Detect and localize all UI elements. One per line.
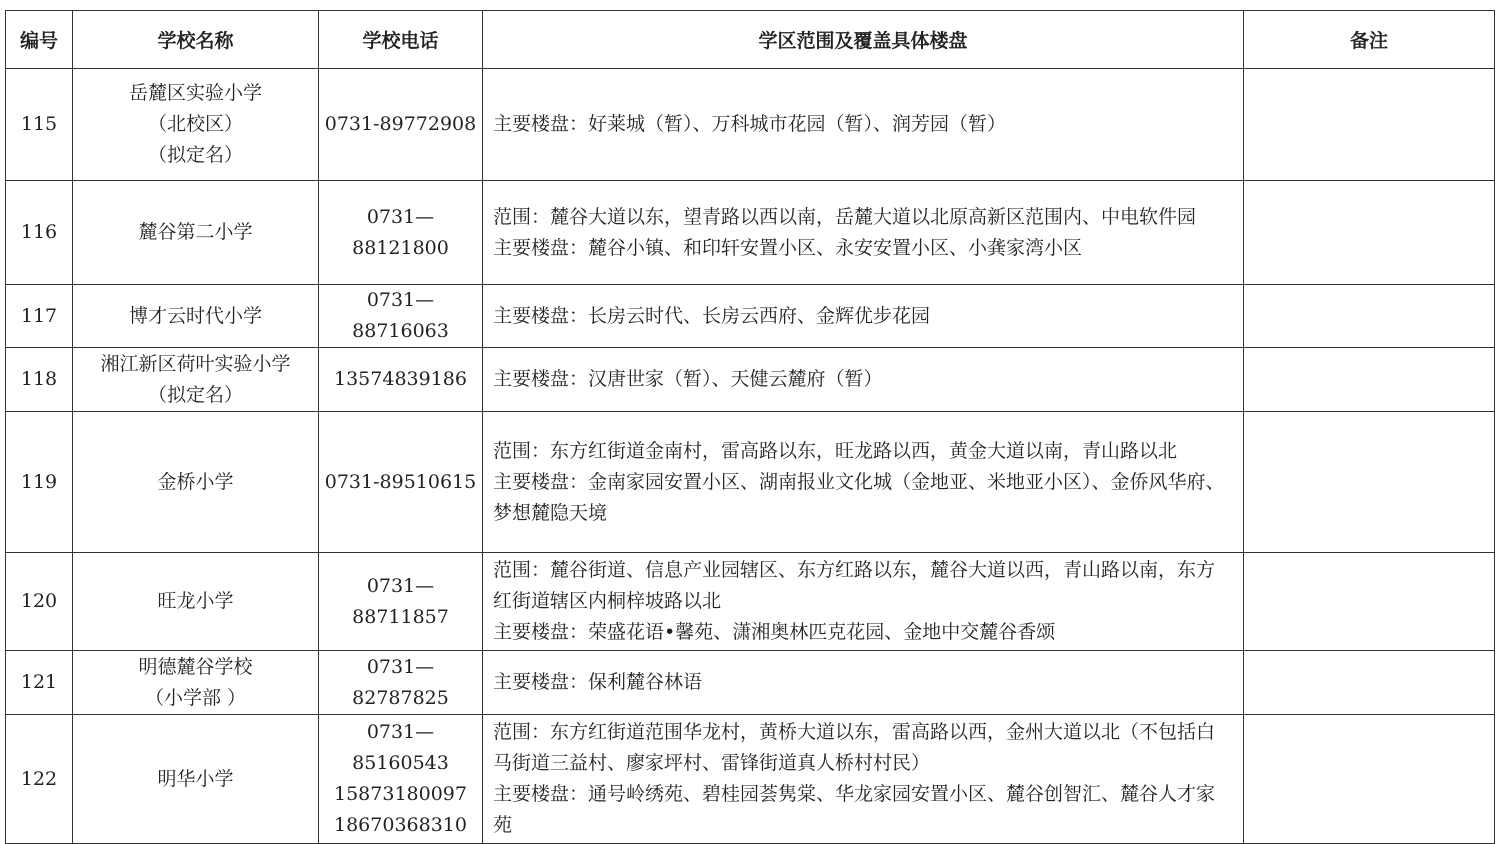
school-name-line: 湘江新区荷叶实验小学 xyxy=(100,352,291,375)
school-name-line: （拟定名） xyxy=(147,144,243,166)
district-scope-line: 主要楼盘：好莱城（暂）、万科城市花园（暂）、润芳园（暂） xyxy=(493,113,1007,135)
cell-remark xyxy=(1244,181,1495,285)
school-name-line: 岳麓区实验小学 xyxy=(128,82,262,104)
school-name-line: 明德麓谷学校 xyxy=(138,655,253,678)
header-remark: 备注 xyxy=(1244,11,1495,69)
school-phone-line: 0731—82787825 xyxy=(352,655,449,709)
school-phone-line: 0731—88121800 xyxy=(352,205,449,259)
cell-school-name xyxy=(73,412,319,553)
school-phone-line: 0731-89510615 xyxy=(324,470,477,493)
cell-number: 120 xyxy=(6,553,73,651)
district-scope-line: 范围：麓谷街道、信息产业园辖区、东方红路以东，麓谷大道以西，青山路以南，东方红街道辖区内桐梓坡路以北 xyxy=(493,559,1216,612)
district-scope-line: 范围：麓谷大道以东，望青路以西以南，岳麓大道以北原高新区范围内、中电软件园 xyxy=(493,205,1197,228)
cell-number: 118 xyxy=(6,348,73,412)
cell-district-scope xyxy=(483,348,1244,412)
cell-school-name xyxy=(73,69,319,181)
school-name-line: （拟定名） xyxy=(147,383,243,406)
cell-number: 116 xyxy=(6,181,73,285)
table-row xyxy=(6,553,1495,651)
cell-school-name xyxy=(73,553,319,651)
header-district-scope: 学区范围及覆盖具体楼盘 xyxy=(483,11,1244,69)
cell-remark xyxy=(1244,651,1495,715)
table-row xyxy=(6,651,1495,715)
school-phone-line: 18670368310 xyxy=(334,814,467,836)
cell-number: 117 xyxy=(6,285,73,348)
school-name-line: （北校区） xyxy=(147,113,243,135)
school-phone-line: 13574839186 xyxy=(334,368,467,390)
cell-district-scope xyxy=(483,412,1244,553)
table-row xyxy=(6,348,1495,412)
cell-school-phone xyxy=(319,651,483,715)
school-phone-line: 0731—88716063 xyxy=(352,289,449,342)
cell-school-name xyxy=(73,285,319,348)
cell-school-phone xyxy=(319,412,483,553)
school-phone-line: 0731-89772908 xyxy=(324,113,477,135)
cell-remark xyxy=(1244,715,1495,844)
cell-school-phone xyxy=(319,181,483,285)
table-row xyxy=(6,69,1495,181)
header-number: 编号 xyxy=(6,11,73,69)
cell-number: 115 xyxy=(6,69,73,181)
table-header-row xyxy=(6,11,1495,69)
district-scope-line: 主要楼盘：长房云时代、长房云西府、金辉优步花园 xyxy=(493,304,931,327)
table-row xyxy=(6,181,1495,285)
school-name-line: 博才云时代小学 xyxy=(128,304,262,327)
school-phone-line: 15873180097 xyxy=(334,783,467,805)
cell-number: 119 xyxy=(6,412,73,553)
district-scope-line: 主要楼盘：金南家园安置小区、湖南报业文化城（金地亚、米地亚小区）、金侨风华府、梦想麓隐天境 xyxy=(493,470,1225,524)
cell-school-name xyxy=(73,651,319,715)
district-scope-line: 主要楼盘：通号岭绣苑、碧桂园荟隽棠、华龙家园安置小区、麓谷创智汇、麓谷人才家苑 xyxy=(493,783,1216,836)
cell-remark xyxy=(1244,348,1495,412)
cell-school-name xyxy=(73,348,319,412)
table-row xyxy=(6,715,1495,844)
cell-remark xyxy=(1244,69,1495,181)
cell-number: 121 xyxy=(6,651,73,715)
district-scope-line: 主要楼盘：荣盛花语•馨苑、潇湘奥林匹克花园、金地中交麓谷香颂 xyxy=(493,621,1056,643)
cell-district-scope xyxy=(483,69,1244,181)
school-name-line: （小学部 ） xyxy=(144,686,247,709)
school-phone-line: 0731—85160543 xyxy=(352,721,449,774)
cell-school-name xyxy=(73,181,319,285)
table-row xyxy=(6,285,1495,348)
cell-school-phone xyxy=(319,285,483,348)
cell-district-scope xyxy=(483,285,1244,348)
cell-school-name xyxy=(73,715,319,844)
school-name-line: 旺龙小学 xyxy=(157,590,234,612)
district-scope-line: 主要楼盘：保利麓谷林语 xyxy=(493,671,703,693)
header-school-phone: 学校电话 xyxy=(319,11,483,69)
district-scope-line: 范围：东方红街道金南村，雷高路以东，旺龙路以西，黄金大道以南，青山路以北 xyxy=(493,439,1178,462)
school-name-line: 明华小学 xyxy=(157,767,234,790)
cell-number: 122 xyxy=(6,715,73,844)
table-row xyxy=(6,412,1495,553)
cell-remark xyxy=(1244,553,1495,651)
school-name-line: 金桥小学 xyxy=(157,470,234,493)
school-district-table xyxy=(5,10,1495,844)
cell-district-scope xyxy=(483,181,1244,285)
cell-school-phone xyxy=(319,715,483,844)
header-school-name: 学校名称 xyxy=(73,11,319,69)
cell-school-phone xyxy=(319,553,483,651)
cell-district-scope xyxy=(483,651,1244,715)
cell-school-phone xyxy=(319,348,483,412)
district-scope-line: 范围：东方红街道范围华龙村，黄桥大道以东，雷高路以西，金州大道以北（不包括白马街道三益村、廖家坪村、雷锋街道真人桥村村民） xyxy=(493,721,1216,774)
district-scope-line: 主要楼盘：麓谷小镇、和印轩安置小区、永安安置小区、小龚家湾小区 xyxy=(493,236,1083,259)
table-body xyxy=(6,69,1495,844)
cell-school-phone xyxy=(319,69,483,181)
cell-district-scope xyxy=(483,553,1244,651)
cell-remark xyxy=(1244,412,1495,553)
cell-district-scope xyxy=(483,715,1244,844)
school-district-table-wrapper xyxy=(5,10,1495,844)
school-name-line: 麓谷第二小学 xyxy=(138,221,253,243)
school-phone-line: 0731—88711857 xyxy=(352,574,449,628)
district-scope-line: 主要楼盘：汉唐世家（暂）、天健云麓府（暂） xyxy=(493,368,883,390)
cell-remark xyxy=(1244,285,1495,348)
